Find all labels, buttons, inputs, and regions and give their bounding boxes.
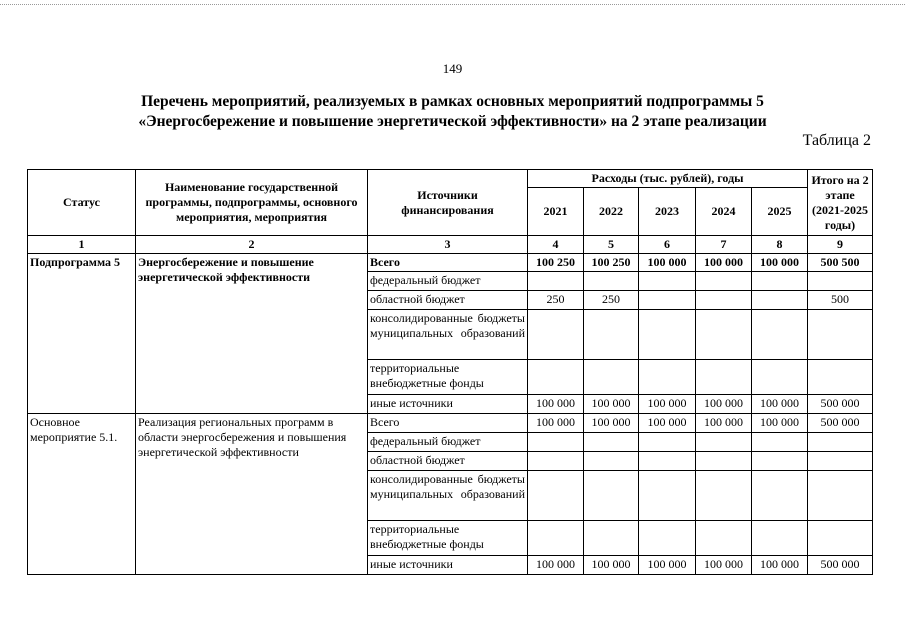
name-cell: Реализация региональных программ в области энергосбережения и повышения энергетической эффективности [136, 414, 368, 575]
value-cell [752, 291, 808, 310]
value-cell [528, 310, 584, 360]
title-line-1: Перечень мероприятий, реализуемых в рамках основных мероприятий подпрограммы 5 [141, 93, 764, 110]
total-cell [808, 471, 873, 521]
value-cell [528, 272, 584, 291]
total-cell: 500 000 [808, 556, 873, 575]
header-year: 2023 [639, 188, 696, 236]
value-cell [752, 452, 808, 471]
header-status: Статус [28, 170, 136, 236]
value-cell [696, 310, 752, 360]
measures-table [27, 169, 873, 575]
column-number: 3 [368, 236, 528, 254]
column-number: 5 [584, 236, 639, 254]
header-year: 2024 [696, 188, 752, 236]
title-line-2: «Энергосбережение и повышение энергетической эффективности» на 2 этапе реализации [138, 113, 767, 130]
value-cell: 100 250 [584, 254, 639, 272]
status-cell: Основное мероприятие 5.1. [28, 414, 136, 575]
total-cell [808, 272, 873, 291]
total-cell: 500 000 [808, 395, 873, 414]
column-number: 6 [639, 236, 696, 254]
value-cell [528, 433, 584, 452]
value-cell [696, 291, 752, 310]
value-cell [752, 433, 808, 452]
value-cell: 100 000 [528, 556, 584, 575]
value-cell [696, 521, 752, 556]
source-cell: консолидированные бюджеты муниципальных образований [368, 471, 528, 521]
value-cell [752, 310, 808, 360]
source-cell: областной бюджет [368, 291, 528, 310]
value-cell: 100 000 [639, 556, 696, 575]
value-cell [584, 272, 639, 291]
value-cell [696, 272, 752, 291]
value-cell [752, 471, 808, 521]
total-cell [808, 452, 873, 471]
header-name: Наименование государственной программы, подпрограммы, основного мероприятия, мероприятия [136, 170, 368, 236]
value-cell [639, 291, 696, 310]
value-cell [696, 471, 752, 521]
source-cell: федеральный бюджет [368, 433, 528, 452]
value-cell [639, 433, 696, 452]
column-number: 4 [528, 236, 584, 254]
value-cell [696, 433, 752, 452]
value-cell [752, 272, 808, 291]
value-cell [584, 310, 639, 360]
value-cell: 100 000 [752, 556, 808, 575]
total-cell: 500 500 [808, 254, 873, 272]
value-cell [528, 360, 584, 395]
value-cell [752, 360, 808, 395]
value-cell: 100 000 [528, 414, 584, 433]
value-cell [528, 471, 584, 521]
source-cell: территориальные внебюджетные фонды [368, 360, 528, 395]
value-cell: 250 [528, 291, 584, 310]
table-row [28, 414, 873, 433]
value-cell: 100 000 [584, 414, 639, 433]
scan-top-edge [0, 0, 905, 5]
value-cell [584, 471, 639, 521]
column-number: 7 [696, 236, 752, 254]
value-cell [528, 452, 584, 471]
value-cell: 100 000 [584, 556, 639, 575]
table-label: Таблица 2 [802, 132, 871, 149]
value-cell: 100 000 [696, 414, 752, 433]
value-cell: 100 250 [528, 254, 584, 272]
total-cell: 500 000 [808, 414, 873, 433]
value-cell [639, 521, 696, 556]
value-cell: 100 000 [639, 395, 696, 414]
header-expenses: Расходы (тыс. рублей), годы [528, 170, 808, 188]
total-cell [808, 521, 873, 556]
header-year: 2025 [752, 188, 808, 236]
value-cell [696, 360, 752, 395]
page-number: 149 [442, 61, 463, 76]
source-cell: Всего [368, 254, 528, 272]
column-number-row [28, 236, 873, 254]
source-cell: Всего [368, 414, 528, 433]
value-cell: 100 000 [696, 254, 752, 272]
value-cell [584, 521, 639, 556]
name-cell: Энергосбережение и повышение энергетической эффективности [136, 254, 368, 414]
value-cell [639, 310, 696, 360]
source-cell: консолидированные бюджеты муниципальных образований [368, 310, 528, 360]
value-cell [584, 433, 639, 452]
value-cell [584, 452, 639, 471]
header-year: 2022 [584, 188, 639, 236]
value-cell: 100 000 [696, 395, 752, 414]
document-title [60, 92, 845, 132]
total-cell [808, 433, 873, 452]
total-cell [808, 360, 873, 395]
value-cell: 100 000 [696, 556, 752, 575]
value-cell [752, 521, 808, 556]
value-cell [639, 360, 696, 395]
header-sources: Источники финансирования [368, 170, 528, 236]
value-cell: 100 000 [752, 414, 808, 433]
value-cell: 100 000 [752, 395, 808, 414]
value-cell [639, 471, 696, 521]
header-year: 2021 [528, 188, 584, 236]
value-cell: 100 000 [528, 395, 584, 414]
source-cell: иные источники [368, 556, 528, 575]
column-number: 9 [808, 236, 873, 254]
value-cell [696, 452, 752, 471]
header-total: Итого на 2 этапе (2021-2025 годы) [808, 170, 873, 236]
status-cell: Подпрограмма 5 [28, 254, 136, 414]
source-cell: областной бюджет [368, 452, 528, 471]
column-number: 8 [752, 236, 808, 254]
value-cell: 100 000 [639, 254, 696, 272]
source-cell: федеральный бюджет [368, 272, 528, 291]
column-number: 2 [136, 236, 368, 254]
table-row [28, 254, 873, 272]
value-cell: 100 000 [639, 414, 696, 433]
column-number: 1 [28, 236, 136, 254]
total-cell: 500 [808, 291, 873, 310]
value-cell [639, 272, 696, 291]
value-cell: 250 [584, 291, 639, 310]
source-cell: иные источники [368, 395, 528, 414]
value-cell: 100 000 [752, 254, 808, 272]
total-cell [808, 310, 873, 360]
value-cell [528, 521, 584, 556]
value-cell [584, 360, 639, 395]
value-cell [639, 452, 696, 471]
source-cell: территориальные внебюджетные фонды [368, 521, 528, 556]
value-cell: 100 000 [584, 395, 639, 414]
